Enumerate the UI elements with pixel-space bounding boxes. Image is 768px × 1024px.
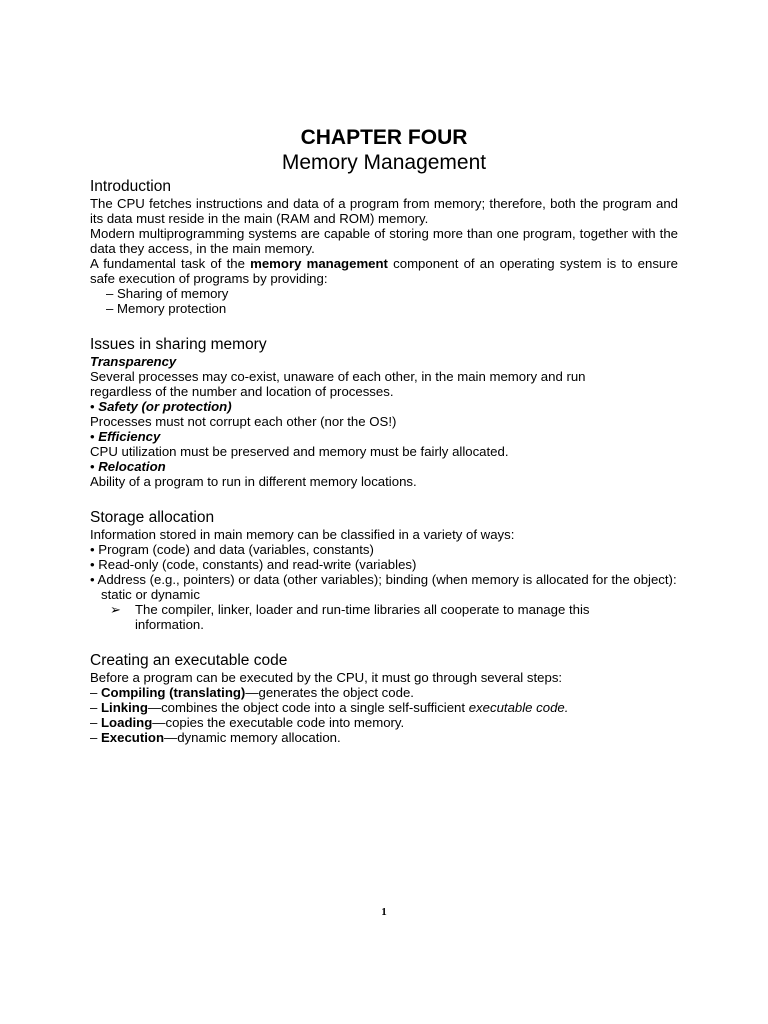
step-desc: —copies the executable code into memory. [152, 715, 405, 730]
bullet: • [90, 459, 99, 474]
step-term: Loading [101, 715, 153, 730]
list-item: • Program (code) and data (variables, constants) [90, 542, 374, 557]
step-item [90, 730, 678, 745]
executable-intro: Before a program can be executed by the CPU, it must go through several steps: [90, 670, 563, 685]
relocation-item [90, 459, 678, 474]
step-term: Linking [101, 700, 148, 715]
storage-intro: Information stored in main memory can be classified in a variety of ways: [90, 527, 515, 542]
bullet: • [90, 429, 99, 444]
step-desc-italic: executable code. [468, 700, 569, 715]
list-item: – Memory protection [106, 301, 227, 316]
chapter-title: CHAPTER FOUR [300, 126, 468, 149]
step-item [90, 700, 678, 715]
document-body [90, 177, 678, 745]
relocation-label: Relocation [98, 459, 166, 474]
safety-item [90, 399, 678, 414]
step-item [90, 685, 678, 700]
list-item: – Sharing of memory [106, 286, 229, 301]
safety-label: Safety (or protection) [98, 399, 232, 414]
efficiency-label: Efficiency [98, 429, 161, 444]
storage-heading: Storage allocation [90, 509, 215, 526]
chapter-subtitle: Memory Management [281, 151, 487, 174]
efficiency-text: CPU utilization must be preserved and memory must be fairly allocated. [90, 444, 509, 459]
introduction-p3-pre: A fundamental task of the [90, 256, 251, 271]
dash: – [90, 685, 101, 700]
step-desc: —dynamic memory allocation. [164, 730, 341, 745]
issues-heading: Issues in sharing memory [90, 336, 267, 353]
step-term: Execution [101, 730, 165, 745]
introduction-paragraph-1: The CPU fetches instructions and data of a program from memory; therefore, both the program and its data must reside in the main (RAM and ROM) memory. [90, 196, 678, 226]
dash: – [90, 700, 101, 715]
page-number: 1 [381, 906, 387, 918]
transparency-text: Several processes may co-exist, unaware of each other, in the main memory and run regardless of the number and location of processes. [90, 369, 586, 399]
dash: – [90, 730, 101, 745]
transparency-label: Transparency [90, 354, 177, 369]
step-desc: —combines the object code into a single self-sufficient [147, 700, 469, 715]
bullet: • [90, 399, 99, 414]
safety-text: Processes must not corrupt each other (nor the OS!) [90, 414, 397, 429]
arrow-bullet-icon: ➢ [110, 602, 122, 617]
step-item [90, 715, 678, 730]
introduction-paragraph-2: Modern multiprogramming systems are capable of storing more than one program, together with the data they access, in the main memory. [90, 226, 678, 256]
introduction-paragraph-3 [90, 256, 678, 286]
efficiency-item [90, 429, 678, 444]
arrow-item-text: The compiler, linker, loader and run-time libraries all cooperate to manage this information. [135, 602, 590, 632]
step-desc: —generates the object code. [245, 685, 414, 700]
memory-management-term: memory management [250, 256, 388, 271]
dash: – [90, 715, 101, 730]
list-item: • Read-only (code, constants) and read-write (variables) [90, 557, 417, 572]
introduction-heading: Introduction [90, 178, 171, 195]
executable-heading: Creating an executable code [90, 652, 288, 669]
arrow-list-item [90, 602, 678, 632]
step-term: Compiling (translating) [101, 685, 246, 700]
list-item: • Address (e.g., pointers) or data (other variables); binding (when memory is allocated for the object): static or dynamic [90, 572, 677, 602]
introduction-p3-post: component of an operating system is to ensure safe execution of programs by providing: [90, 256, 678, 286]
relocation-text: Ability of a program to run in different memory locations. [90, 474, 417, 489]
